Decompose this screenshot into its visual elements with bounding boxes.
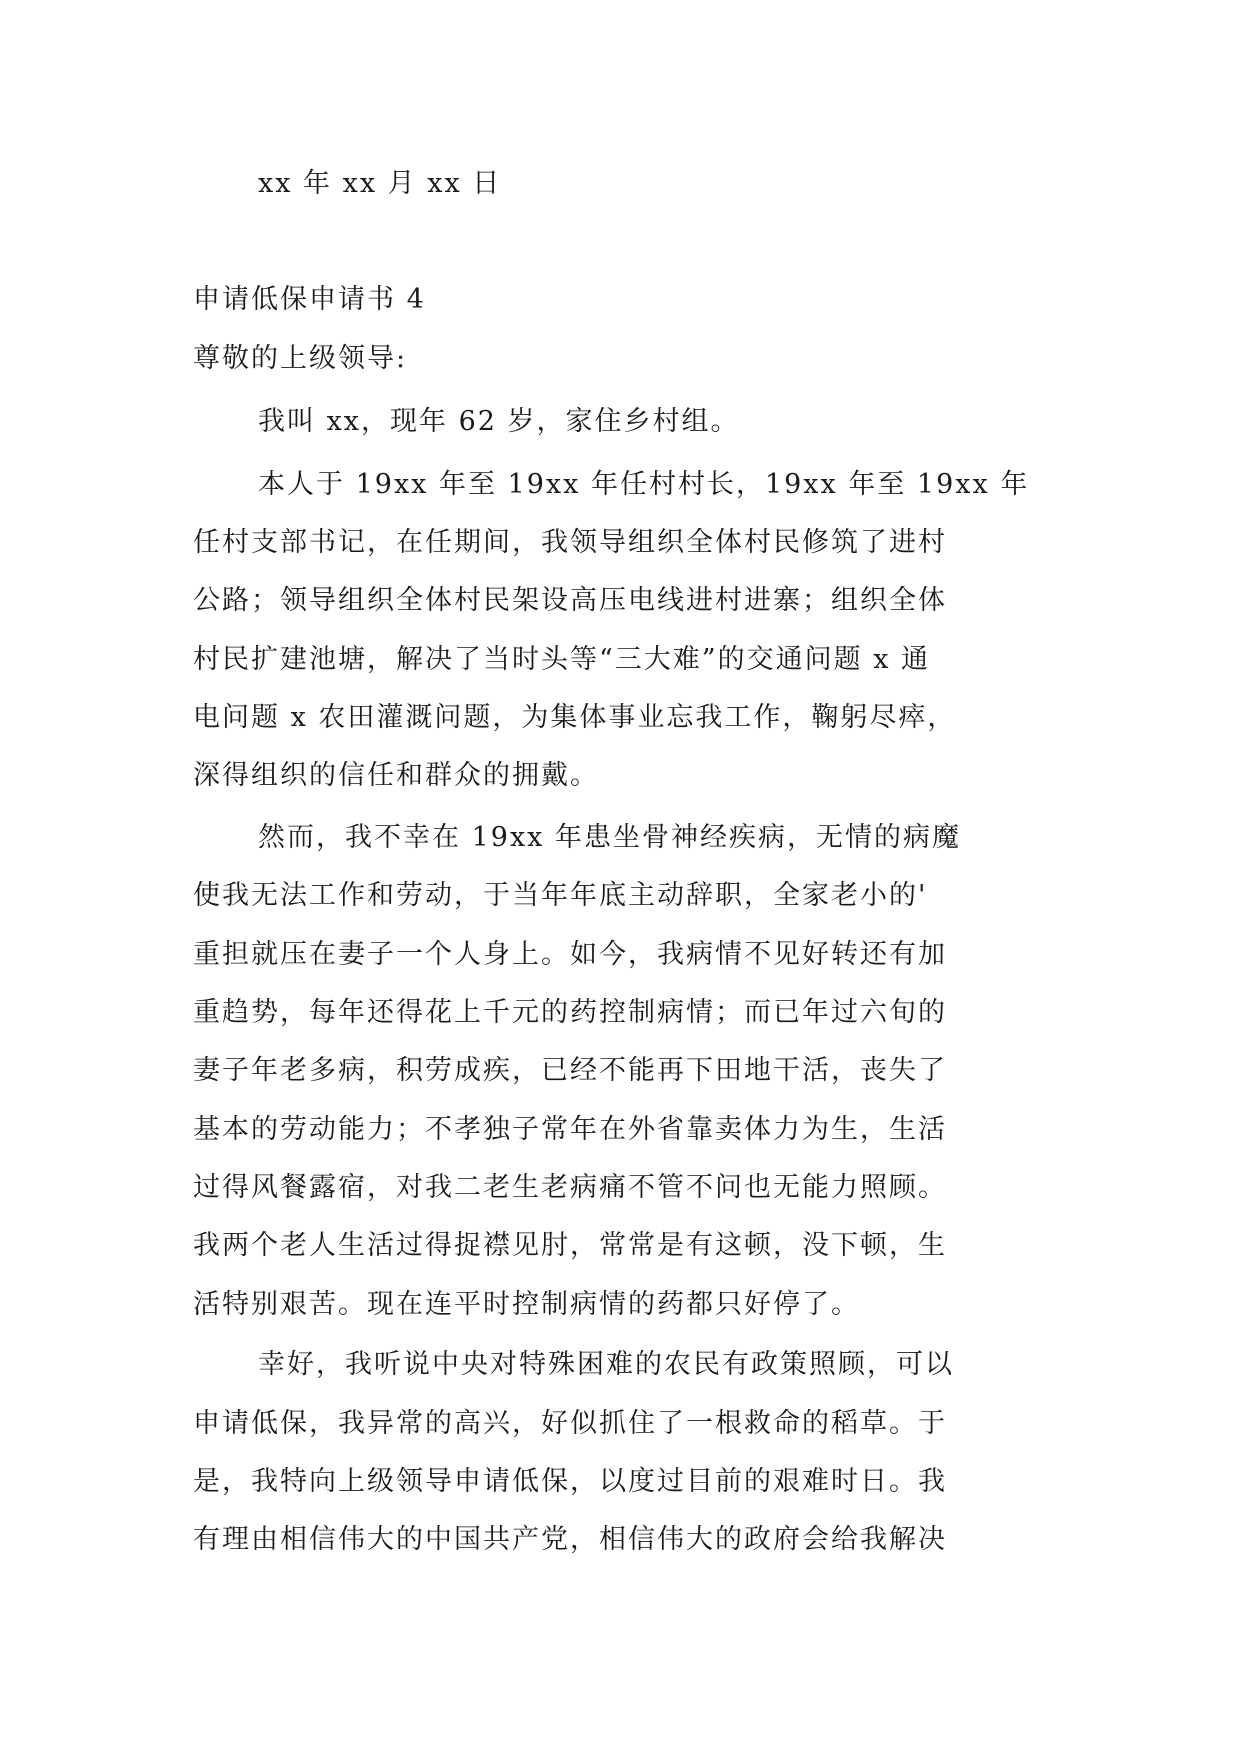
paragraph-line: 本人于 19xx 年至 19xx 年任村村长，19xx 年至 19xx 年 — [258, 469, 1030, 500]
paragraph-line: 重趋势，每年还得花上千元的药控制病情；而已年过六旬的 — [193, 997, 947, 1028]
paragraph-line: 活特别艰苦。现在连平时控制病情的药都只好停了。 — [193, 1289, 860, 1320]
paragraph-line: 基本的劳动能力；不孝独子常年在外省靠卖体力为生，生活 — [193, 1114, 947, 1145]
paragraph-line: 我两个老人生活过得捉襟见肘，常常是有这顿，没下顿，生 — [193, 1230, 947, 1261]
paragraph-line: 是，我特向上级领导申请低保，以度过目前的艰难时日。我 — [193, 1466, 947, 1497]
salutation: 尊敬的上级领导: — [193, 343, 408, 374]
date-line: xx 年 xx 月 xx 日 — [258, 168, 502, 199]
paragraph-line: 村民扩建池塘，解决了当时头等“三大难”的交通问题 x 通 — [193, 644, 930, 675]
paragraph-line: 我叫 xx，现年 62 岁，家住乡村组。 — [258, 406, 740, 437]
paragraph-line: 任村支部书记，在任期间，我领导组织全体村民修筑了进村 — [193, 527, 947, 558]
paragraph-line: 过得风餐露宿，对我二老生老病痛不管不问也无能力照顾。 — [193, 1172, 947, 1203]
paragraph-line: 妻子年老多病，积劳成疾，已经不能再下田地干活，丧失了 — [193, 1055, 947, 1086]
paragraph-line: 重担就压在妻子一个人身上。如今，我病情不见好转还有加 — [193, 939, 947, 970]
paragraph-line: 有理由相信伟大的中国共产党，相信伟大的政府会给我解决 — [193, 1524, 947, 1555]
paragraph-line: 使我无法工作和劳动，于当年年底主动辞职，全家老小的' — [193, 880, 928, 911]
paragraph-line: 然而，我不幸在 19xx 年患坐骨神经疾病，无情的病魔 — [258, 822, 961, 853]
paragraph-line: 幸好，我听说中央对特殊困难的农民有政策照顾，可以 — [258, 1349, 954, 1380]
paragraph-line: 深得组织的信任和群众的拥戴。 — [193, 760, 599, 791]
paragraph-line: 申请低保，我异常的高兴，好似抓住了一根救命的稻草。于 — [193, 1408, 947, 1439]
paragraph-line: 电问题 x 农田灌溉问题，为集体事业忘我工作，鞠躬尽瘁， — [193, 702, 957, 733]
paragraph-line: 公路；领导组织全体村民架设高压电线进村进寨；组织全体 — [193, 585, 947, 616]
section-title: 申请低保申请书 4 — [193, 284, 426, 315]
